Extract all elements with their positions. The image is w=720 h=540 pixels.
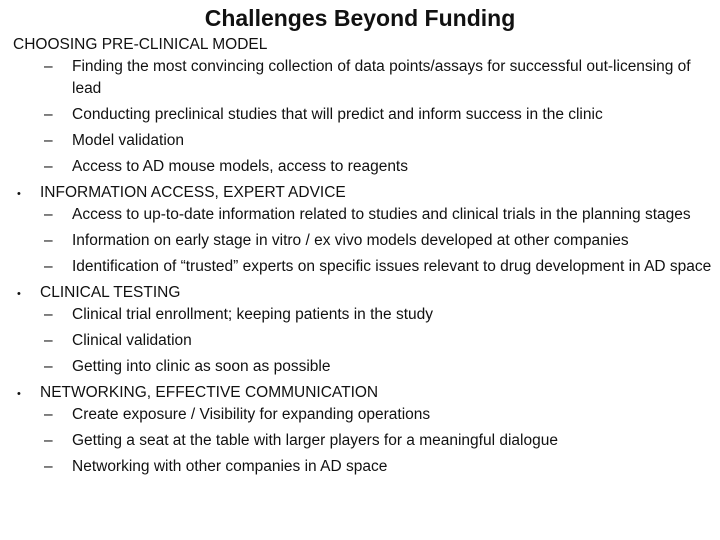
dash-marker: –	[44, 258, 53, 275]
list-item	[44, 330, 718, 352]
bullet-marker: •	[17, 288, 21, 300]
list-item-text: Access to AD mouse models, access to reagents	[72, 158, 408, 175]
list-item	[44, 404, 718, 426]
list-item-text: Clinical trial enrollment; keeping patients in the study	[72, 306, 433, 323]
bullet-marker: •	[17, 388, 21, 400]
list-item-text: Clinical validation	[72, 332, 192, 349]
list-item	[44, 256, 718, 278]
list-item	[44, 204, 718, 226]
dash-marker: –	[44, 358, 53, 375]
slide-title: Challenges Beyond Funding	[204, 5, 516, 31]
list-item	[44, 304, 718, 326]
section-choosing-pre-clinical-model	[0, 34, 720, 182]
list-item-text: Identification of “trusted” experts on specific issues relevant to drug development in AD space	[72, 258, 712, 275]
bullet-marker: •	[17, 188, 21, 200]
list-item	[44, 56, 718, 100]
section-networking	[0, 382, 720, 478]
dash-marker: –	[44, 158, 53, 175]
section-heading: NETWORKING, EFFECTIVE COMMUNICATION	[40, 384, 379, 401]
list-item	[44, 430, 718, 452]
dash-marker: –	[44, 332, 53, 349]
list-item-text: Getting a seat at the table with larger players for a meaningful dialogue	[72, 432, 558, 449]
section-information-access	[0, 182, 720, 282]
dash-marker: –	[44, 458, 53, 475]
list-item-text: Create exposure / Visibility for expanding operations	[72, 406, 431, 423]
section-heading: CHOOSING PRE-CLINICAL MODEL	[13, 36, 268, 53]
slide-content	[0, 34, 720, 478]
dash-marker: –	[44, 432, 53, 449]
list-item-text: Model validation	[72, 132, 185, 149]
list-item	[44, 456, 718, 478]
section-heading: CLINICAL TESTING	[40, 284, 181, 301]
dash-marker: –	[44, 232, 53, 249]
list-item	[44, 356, 718, 378]
dash-marker: –	[44, 106, 53, 123]
list-item	[44, 104, 718, 126]
list-item	[44, 230, 718, 252]
dash-marker: –	[44, 206, 53, 223]
list-item	[44, 156, 718, 178]
list-item-text: Access to up-to-date information related to studies and clinical trials in the planning stages	[72, 206, 691, 223]
dash-marker: –	[44, 306, 53, 323]
section-clinical-testing	[0, 282, 720, 382]
list-item-text: Conducting preclinical studies that will predict and inform success in the clinic	[72, 106, 603, 123]
list-item-text: Networking with other companies in AD space	[72, 458, 388, 475]
dash-marker: –	[44, 406, 53, 423]
section-heading: INFORMATION ACCESS, EXPERT ADVICE	[40, 184, 346, 201]
dash-marker: –	[44, 132, 53, 149]
list-item-text: Getting into clinic as soon as possible	[72, 358, 331, 375]
dash-marker: –	[44, 58, 53, 75]
list-item-text: Information on early stage in vitro / ex vivo models developed at other companies	[72, 232, 629, 249]
list-item-text: Finding the most convincing collection of data points/assays for successful out-licensing of lead	[72, 58, 691, 97]
list-item	[44, 130, 718, 152]
